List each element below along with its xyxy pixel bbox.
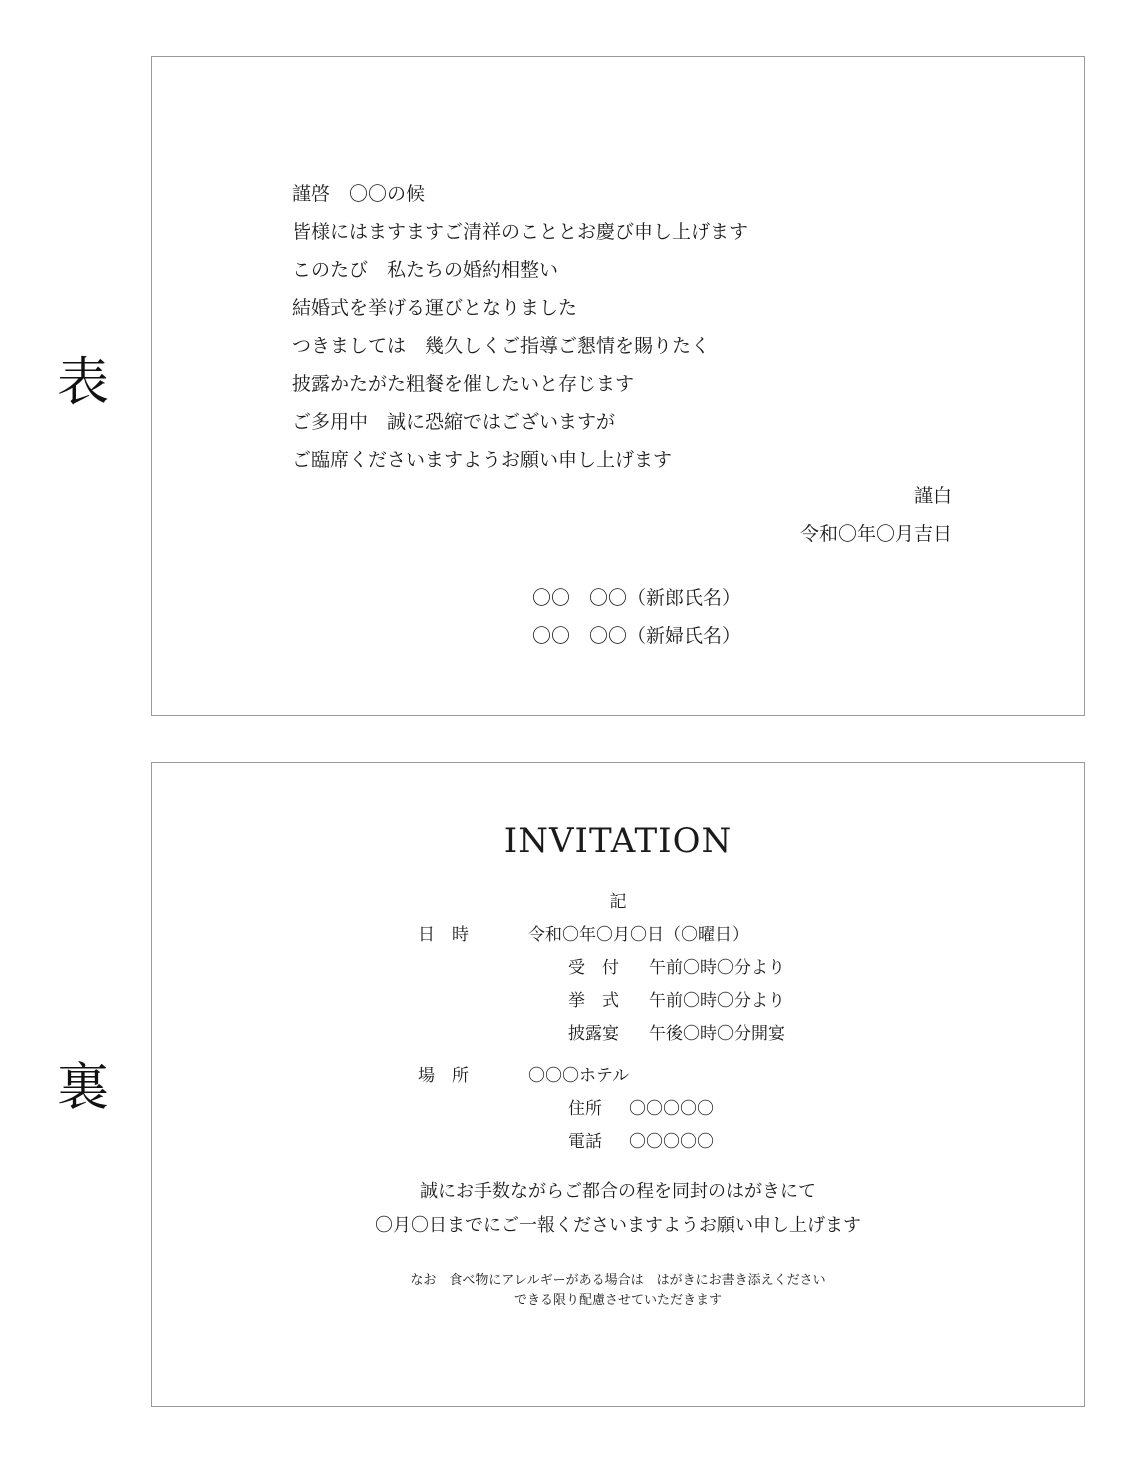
ki-heading: 記: [609, 892, 627, 912]
rsvp-request: [152, 1175, 1084, 1243]
invitation-front-card: [151, 56, 1085, 716]
note-line: できる限り配慮させていただきます: [513, 1293, 722, 1308]
ceremony-label: 挙 式: [568, 991, 619, 1011]
greeting-line: 披露かたがた粗餐を催したいと存じます: [292, 373, 635, 395]
closing-block: [800, 477, 952, 553]
back-side-label: 裏: [56, 1058, 109, 1118]
invitation-back-card: [151, 762, 1085, 1407]
rsvp-line: 〇月〇日までにご一報くださいますようお願い申し上げます: [375, 1215, 861, 1236]
greeting-line: つきましては 幾久しくご指導ご懇情を賜りたく: [292, 335, 711, 357]
datetime-label: 日 時: [418, 925, 469, 945]
bride-name: 〇〇 〇〇（新婦氏名）: [532, 625, 742, 647]
reception-value: 午前〇時〇分より: [649, 958, 785, 978]
banquet-label: 披露宴: [568, 1024, 619, 1044]
greeting-line: ご臨席くださいますようお願い申し上げます: [292, 449, 673, 471]
ceremony-value: 午前〇時〇分より: [649, 991, 785, 1011]
address-label: 住所: [568, 1099, 602, 1119]
reception-label: 受 付: [568, 958, 619, 978]
letter-date: 令和〇年〇月吉日: [799, 523, 952, 545]
venue-value: 〇〇〇ホテル: [528, 1066, 630, 1086]
phone-value: 〇〇〇〇〇: [629, 1132, 714, 1152]
greeting-line: 皆様にはますますご清祥のこととお慶び申し上げます: [292, 221, 749, 243]
phone-label: 電話: [568, 1132, 602, 1152]
groom-name: 〇〇 〇〇（新郎氏名）: [532, 587, 742, 609]
rsvp-line: 誠にお手数ながらご都合の程を同封のはがきにて: [420, 1181, 816, 1202]
note-line: なお 食べ物にアレルギーがある場合は はがきにお書き添えください: [410, 1273, 826, 1288]
couple-names: [532, 579, 741, 655]
address-value: 〇〇〇〇〇: [629, 1099, 714, 1119]
datetime-value: 令和〇年〇月〇日（〇曜日）: [528, 925, 749, 945]
allergy-note: [152, 1271, 1084, 1311]
closing-word: 謹白: [913, 485, 952, 507]
banquet-value: 午後〇時〇分開宴: [649, 1024, 785, 1044]
greeting-letter: [292, 175, 748, 479]
greeting-line: 謹啓 〇〇の候: [292, 183, 426, 205]
front-side-label: 表: [56, 353, 109, 413]
greeting-line: 結婚式を挙げる運びとなりました: [292, 297, 578, 319]
venue-label: 場 所: [418, 1066, 469, 1086]
greeting-line: このたび 私たちの婚約相整い: [292, 259, 559, 281]
invitation-title: INVITATION: [503, 821, 733, 861]
greeting-line: ご多用中 誠に恐縮ではございますが: [292, 411, 616, 433]
